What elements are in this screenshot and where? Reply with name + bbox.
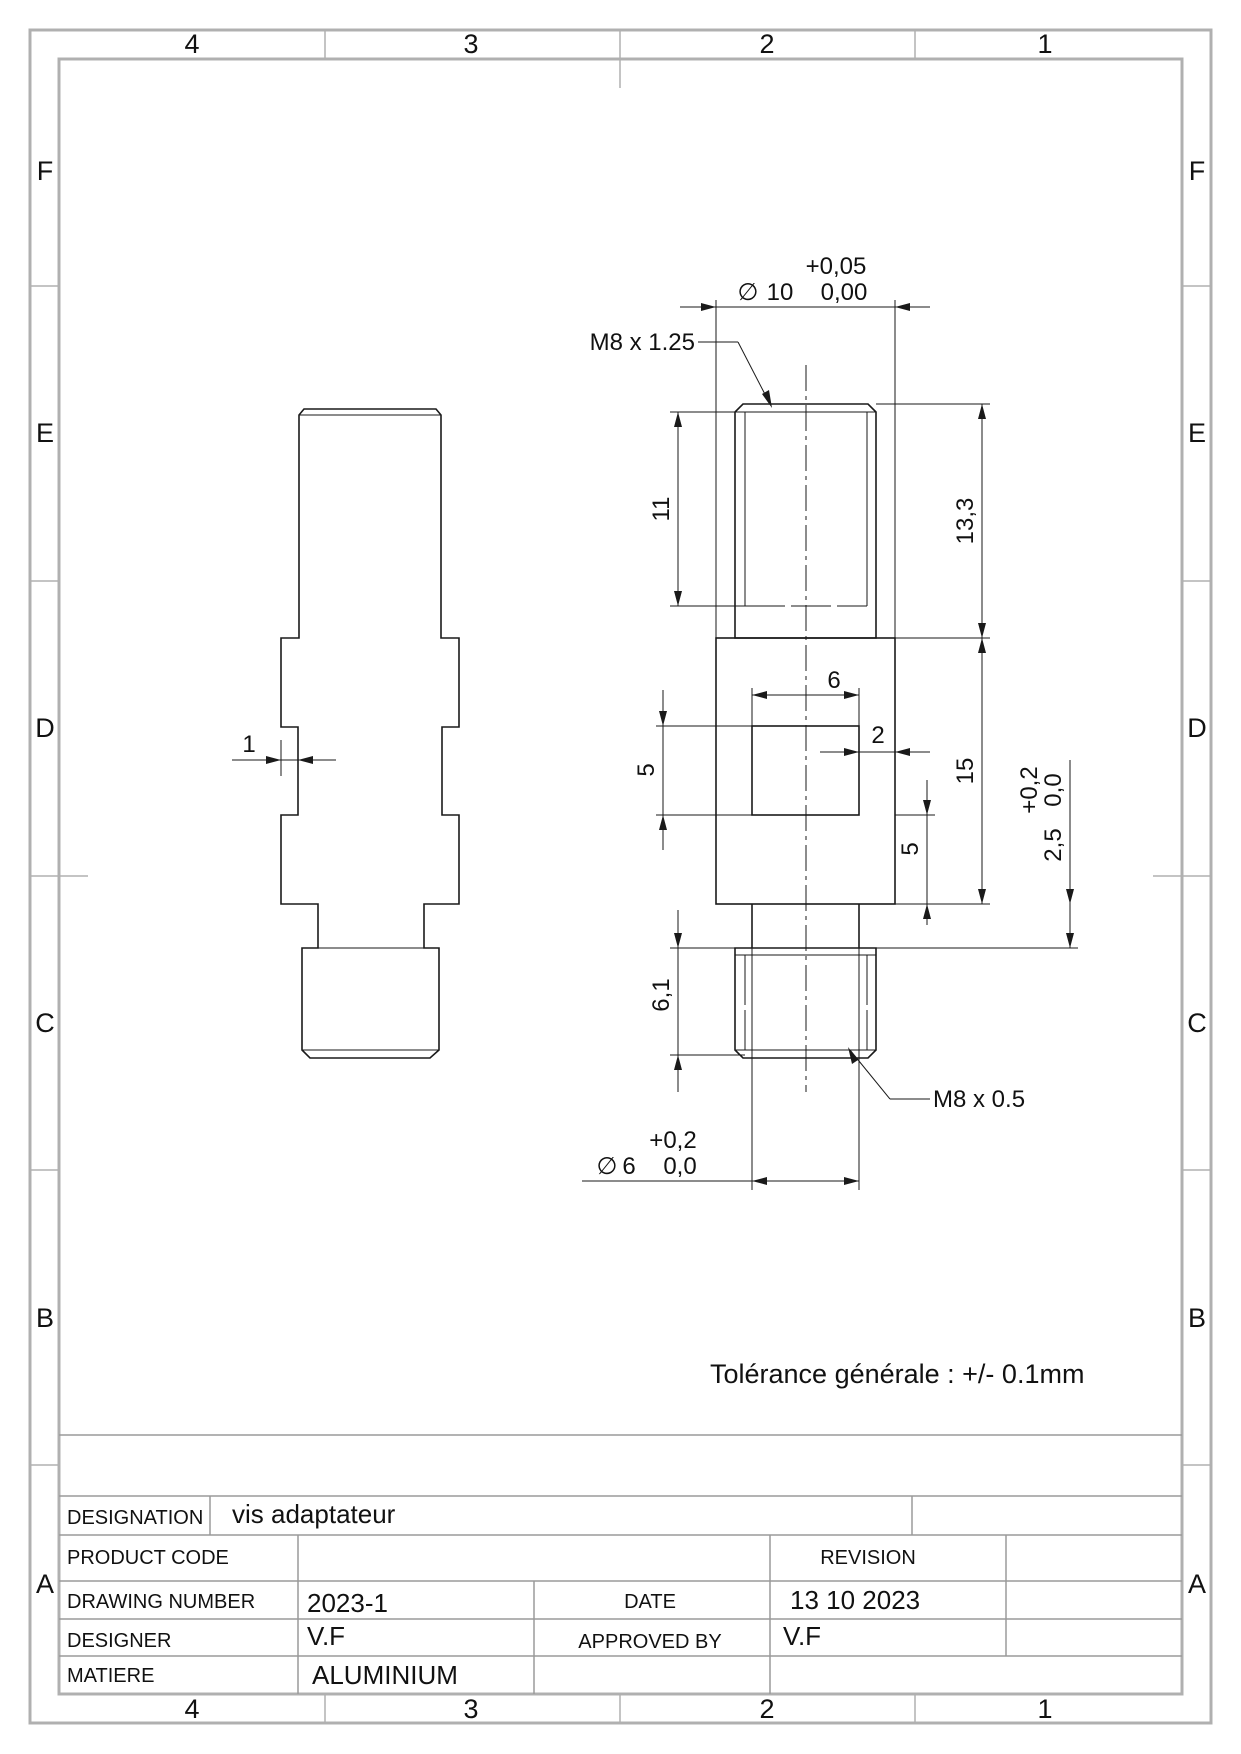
dim-thread-bottom-length: 6,1 — [648, 978, 675, 1012]
left-view-outline — [281, 409, 459, 1058]
dim-groove-depth: 1 — [242, 731, 256, 758]
revision-label: REVISION — [820, 1547, 916, 1569]
title-block — [59, 1435, 1182, 1694]
zone-row-a-left: A — [35, 1569, 55, 1599]
dim-diameter-top-tol-upper: +0,05 — [805, 253, 867, 280]
zone-col-2-bottom: 2 — [759, 1694, 775, 1724]
matiere-label: MATIERE — [67, 1665, 155, 1687]
date-value: 13 10 2023 — [790, 1585, 921, 1615]
designer-value: V.F — [307, 1621, 346, 1651]
zone-col-4-top: 4 — [184, 29, 200, 59]
zone-row-c-left: C — [35, 1008, 55, 1038]
zone-col-3-bottom: 3 — [463, 1694, 479, 1724]
approved-by-value: V.F — [783, 1621, 822, 1651]
dim-diameter-bottom: 6 — [622, 1153, 636, 1180]
dim-body-length: 15 — [952, 757, 979, 785]
zone-col-1-bottom: 1 — [1037, 1694, 1053, 1724]
zone-col-3-top: 3 — [463, 29, 479, 59]
zone-row-f-left: F — [36, 156, 54, 186]
dimensions — [582, 253, 1078, 1190]
approved-by-label: APPROVED BY — [578, 1631, 722, 1653]
sheet-frame — [30, 30, 1211, 1723]
dim-hole-from-bottom: 5 — [897, 842, 924, 856]
bottom-thread — [735, 948, 876, 1058]
zone-row-a-right: A — [1187, 1569, 1207, 1599]
zone-row-e-right: E — [1187, 418, 1207, 448]
dim-hole-width: 6 — [827, 667, 841, 694]
dim-hole-height: 5 — [633, 763, 660, 777]
drawing-number-label: DRAWING NUMBER — [67, 1591, 256, 1613]
designation-value: vis adaptateur — [232, 1499, 396, 1529]
drawing-number-value: 2023-1 — [307, 1588, 388, 1618]
dim-thread-top-length: 11 — [648, 496, 675, 522]
designer-label: DESIGNER — [67, 1630, 172, 1652]
zone-col-1-top: 1 — [1037, 29, 1053, 59]
zone-row-b-left: B — [35, 1303, 55, 1333]
dim-diameter-bottom-symbol: ∅ — [596, 1153, 618, 1180]
zone-row-d-right: D — [1187, 713, 1207, 743]
dim-diameter-top: 10 — [766, 279, 794, 306]
zone-labels — [35, 29, 1207, 1724]
left-view — [232, 409, 459, 1058]
right-view — [716, 365, 895, 1092]
designation-label: DESIGNATION — [67, 1507, 204, 1529]
matiere-value: ALUMINIUM — [312, 1660, 458, 1690]
dim-diameter-bottom-tol-upper: +0,2 — [649, 1127, 697, 1154]
dim-hole-offset: 2 — [871, 722, 885, 749]
product-code-label: PRODUCT CODE — [67, 1547, 229, 1569]
dim-groove-width: 2,5 — [1040, 828, 1067, 862]
zone-row-b-right: B — [1187, 1303, 1207, 1333]
dim-top-length: 13,3 — [952, 497, 979, 545]
zone-col-2-top: 2 — [759, 29, 775, 59]
zone-row-c-right: C — [1187, 1008, 1207, 1038]
zone-row-e-left: E — [35, 418, 55, 448]
zone-row-d-left: D — [35, 713, 55, 743]
dim-diameter-bottom-tol-lower: 0,0 — [663, 1153, 697, 1180]
dim-groove-tol-upper: +0,2 — [1016, 766, 1043, 814]
dim-thread-bottom: M8 x 0.5 — [933, 1086, 1026, 1113]
dim-diameter-top-symbol: ∅ — [737, 279, 759, 306]
dim-groove-tol-lower: 0,0 — [1040, 773, 1067, 807]
zone-col-4-bottom: 4 — [184, 1694, 200, 1724]
dim-diameter-top-tol-lower: 0,00 — [820, 279, 868, 306]
general-tolerance-note: Tolérance générale : +/- 0.1mm — [710, 1359, 1085, 1389]
zone-row-f-right: F — [1188, 156, 1206, 186]
dim-thread-top: M8 x 1.25 — [589, 329, 695, 356]
date-label: DATE — [624, 1591, 676, 1613]
